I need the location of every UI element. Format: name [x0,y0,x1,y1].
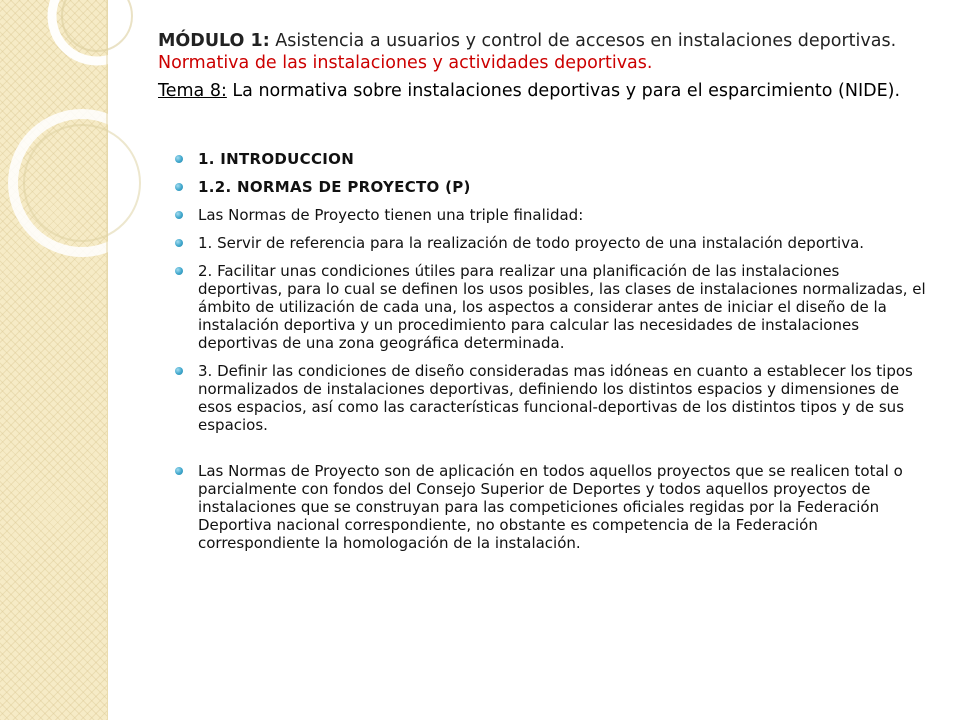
tema-title-line [158,80,938,102]
module-text: Asistencia a usuarios y control de accesos en instalaciones deportivas. [269,31,897,51]
module-title-line [158,30,938,52]
bullet-finalidad-3: 3. Definir las condiciones de diseño consideradas mas idóneas en cuanto a establecer los tipos normalizados de instalaciones deportivas, definiendo los distintos espacios y dimensiones de esos espacios, así como las características funcional-deportivas de los distintos tipos y de sus espacios. [174,362,926,434]
bullet-triple-finalidad: Las Normas de Proyecto tienen una triple finalidad: [174,206,926,224]
bullet-normas-de-proyecto: 1.2. NORMAS DE PROYECTO (P) [174,178,926,196]
bullet-finalidad-2: 2. Facilitar unas condiciones útiles para realizar una planificación de las instalaciones deportivas, para lo cual se definen los usos posibles, las clases de instalaciones normalizadas, el ámbito de utilización de cada una, los aspectos a considerar antes de iniciar el diseño de la instalación deportiva y un procedimiento para calcular las necesidades de instalaciones deportivas de una zona geográfica determinada. [174,262,926,352]
bullet-introduccion: 1. INTRODUCCION [174,150,926,168]
tema-text: La normativa sobre instalaciones deportivas y para el esparcimiento (NIDE). [226,81,901,101]
module-label: MÓDULO 1: [158,31,270,51]
bullet-finalidad-1: 1. Servir de referencia para la realización de todo proyecto de una instalación deportiva. [174,234,926,252]
bullet-aplicacion: Las Normas de Proyecto son de aplicación en todos aquellos proyectos que se realicen total o parcialmente con fondos del Consejo Superior de Deportes y todos aquellos proyectos de instalaciones que se construyan para las competiciones oficiales regidas por la Federación Deportiva nacional correspondiente, no obstante es competencia de la Federación correspondiente la homologación de la instalación. [174,462,926,552]
tema-label: Tema 8: [158,81,227,101]
bullet-list [174,150,926,562]
module-subtitle: Normativa de las instalaciones y actividades deportivas. [158,53,653,73]
slide-header [158,30,938,102]
